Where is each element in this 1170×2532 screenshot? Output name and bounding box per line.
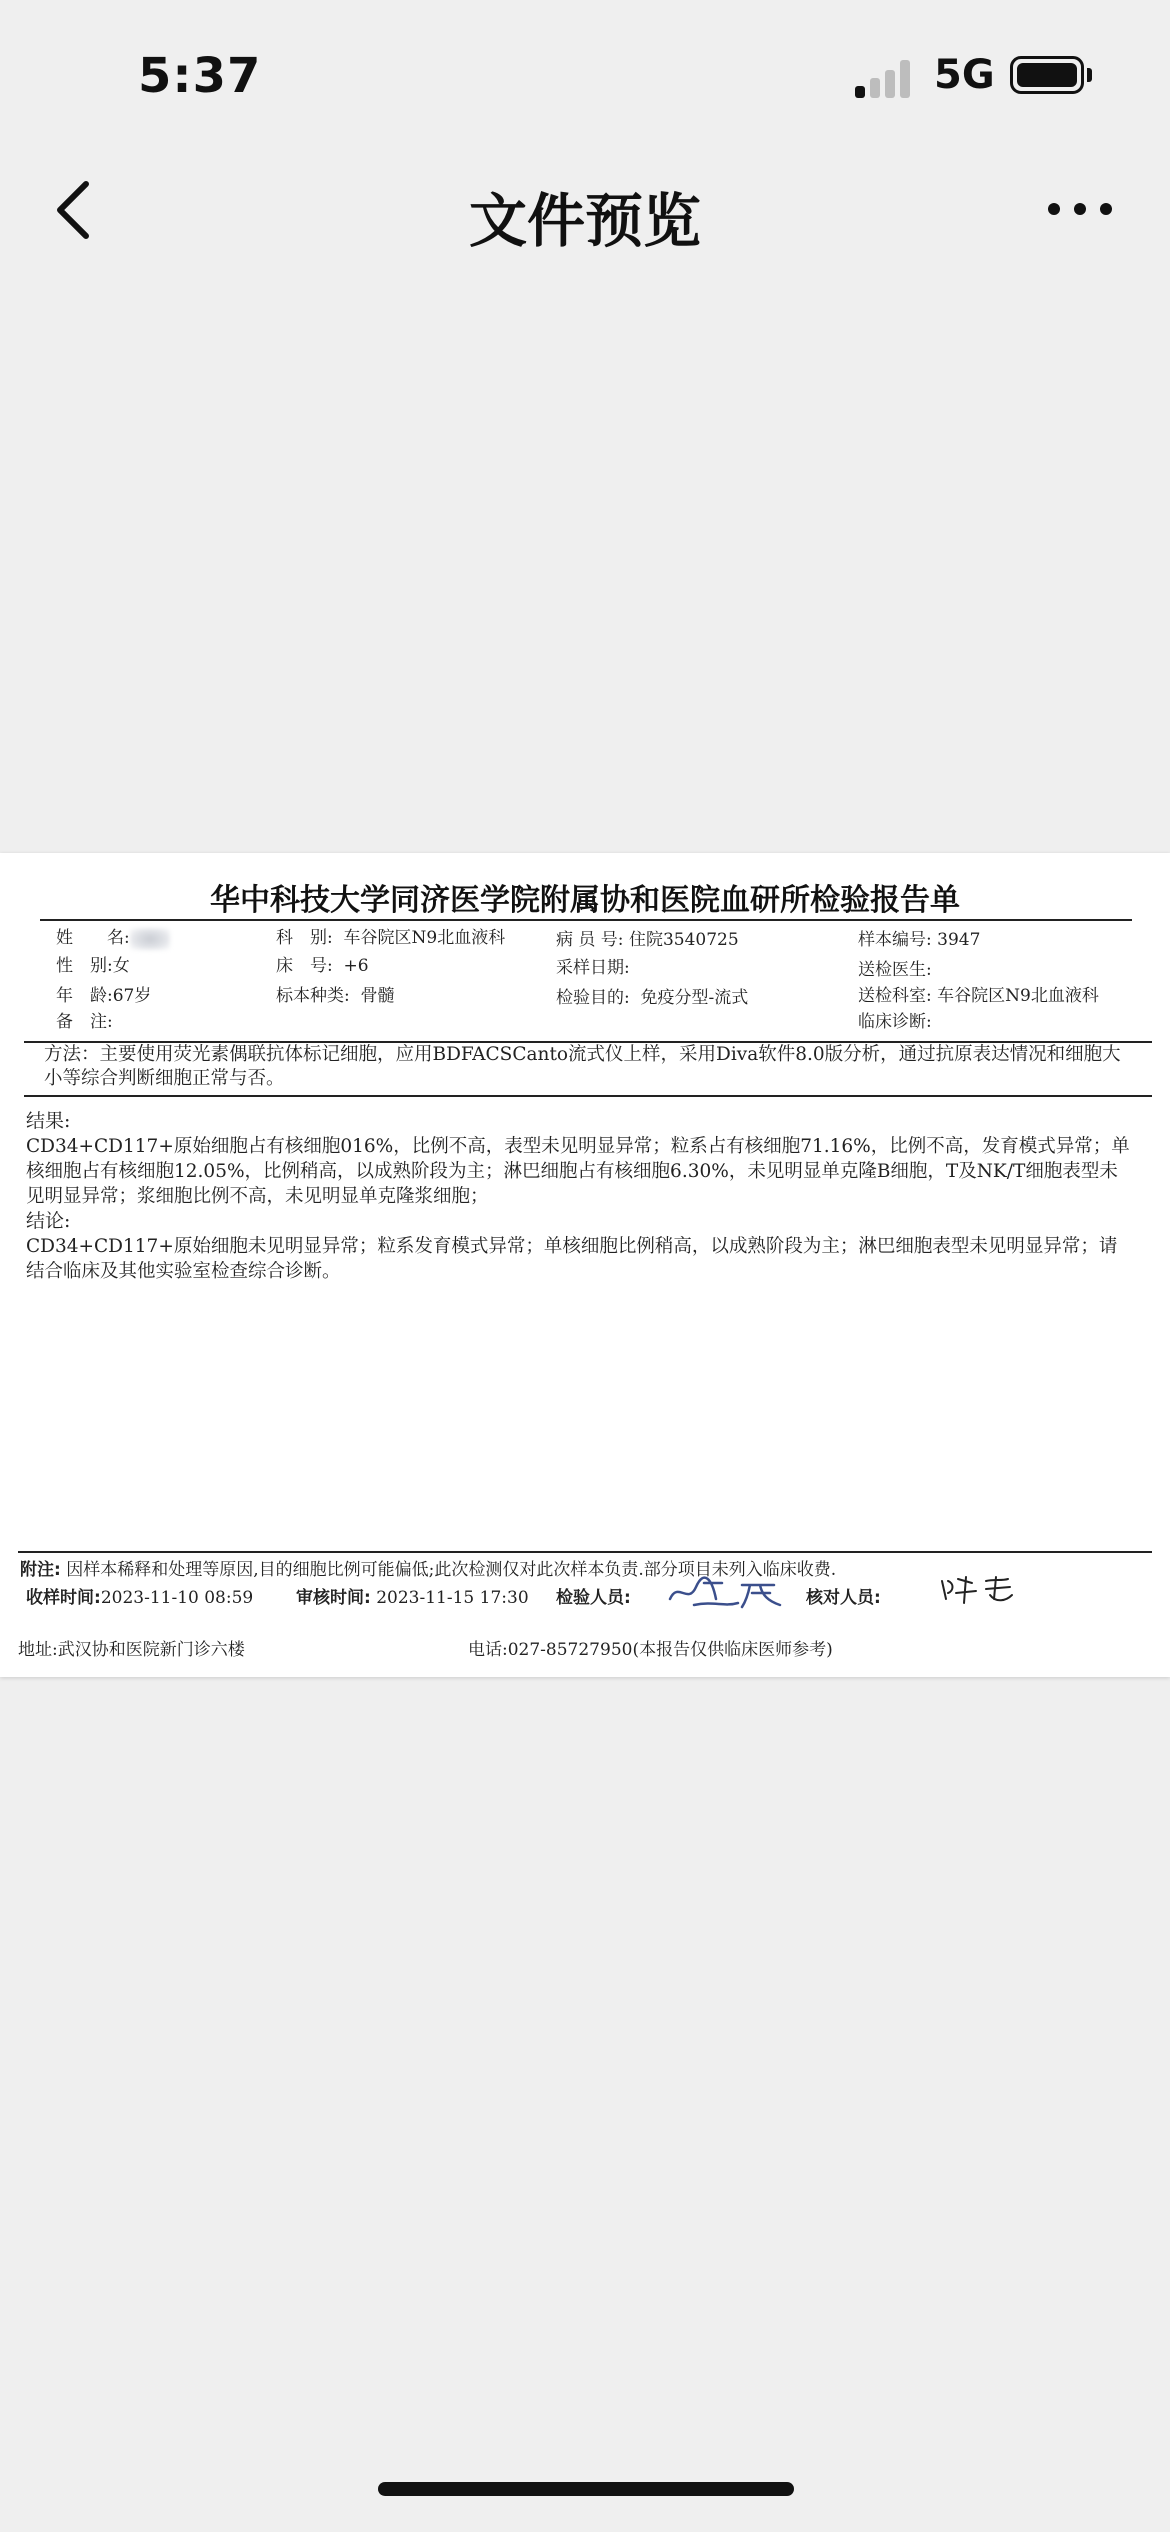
network-type: 5G xyxy=(934,52,995,98)
diagnosis-field: 临床诊断: xyxy=(858,1012,932,1032)
home-indicator[interactable] xyxy=(378,2482,794,2496)
remark-field: 备 注: xyxy=(56,1012,113,1032)
nav-bar xyxy=(0,150,1170,270)
status-time: 5:37 xyxy=(138,48,262,104)
conclusion-heading: 结论: xyxy=(26,1210,71,1232)
checker-label: 核对人员: xyxy=(806,1588,881,1608)
divider xyxy=(40,919,1132,921)
tester-signature xyxy=(664,1571,794,1615)
result-heading: 结果: xyxy=(26,1110,71,1132)
more-options-icon[interactable] xyxy=(1045,194,1115,224)
status-bar xyxy=(0,0,1170,150)
document-preview[interactable] xyxy=(0,853,1170,1677)
report-title: 华中科技大学同济医学院附属协和医院血研所检验报告单 xyxy=(210,883,960,918)
sample-number-field: 样本编号: 3947 xyxy=(858,930,981,950)
note-line: 附注: 因样本稀释和处理等原因,目的细胞比例可能偏低;此次检测仅对此次样本负责.部分项目未列入临床收费. xyxy=(20,1560,837,1580)
redacted-name xyxy=(130,928,170,950)
sample-date-field: 采样日期: xyxy=(556,958,630,978)
age-field: 年 龄:67岁 xyxy=(56,986,152,1006)
name-field: 姓 名: xyxy=(56,923,170,950)
address: 地址:武汉协和医院新门诊六楼 xyxy=(18,1640,245,1660)
result-text: CD34+CD117+原始细胞占有核细胞016%，比例不高，表型未见明显异常；粒系占有核细胞71.16%，比例不高，发育模式异常；单核细胞占有核细胞12.05%，比例稍高，以成熟阶段为主；淋巴细胞占有核细胞6.30%，未见明显单克隆B细胞，T及NK/T细胞表型未见明显异常；浆细胞比例不高，未见明显单克隆浆细胞； xyxy=(26,1136,1130,1207)
gender-field: 性 别:女 xyxy=(56,956,130,976)
department-field: 科 别: 车谷院区N9北血液科 xyxy=(276,928,506,948)
review-time: 审核时间: 2023-11-15 17:30 xyxy=(296,1588,529,1608)
conclusion-text: CD34+CD117+原始细胞未见明显异常；粒系发育模式异常；单核细胞比例稍高，以成熟阶段为主；淋巴细胞表型未见明显异常；请结合临床及其他实验室检查综合诊断。 xyxy=(26,1236,1118,1282)
specimen-field: 标本种类: 骨髓 xyxy=(276,986,395,1006)
phone: 电话:027-85727950(本报告仅供临床医师参考) xyxy=(468,1640,833,1660)
battery-cap xyxy=(1087,68,1092,82)
battery-icon xyxy=(1010,56,1084,94)
divider xyxy=(24,1095,1152,1097)
page-title: 文件预览 xyxy=(468,187,701,255)
cellular-signal-icon xyxy=(855,58,915,98)
receive-time: 收样时间:2023-11-10 08:59 xyxy=(26,1588,254,1608)
purpose-field: 检验目的: 免疫分型-流式 xyxy=(556,988,749,1008)
method-text: 方法：主要使用荧光素偶联抗体标记细胞，应用BDFACSCanto流式仪上样，采用Diva软件8.0版分析，通过抗原表达情况和细胞大小等综合判断细胞正常与否。 xyxy=(44,1044,1121,1089)
send-department-field: 送检科室: 车谷院区N9北血液科 xyxy=(858,986,1099,1006)
tester-label: 检验人员: xyxy=(556,1588,631,1608)
divider xyxy=(18,1551,1152,1553)
doctor-field: 送检医生: xyxy=(858,960,932,980)
checker-signature xyxy=(936,1573,1026,1613)
bed-field: 床 号: +6 xyxy=(276,956,369,976)
patient-number-field: 病 员 号: 住院3540725 xyxy=(556,930,739,950)
